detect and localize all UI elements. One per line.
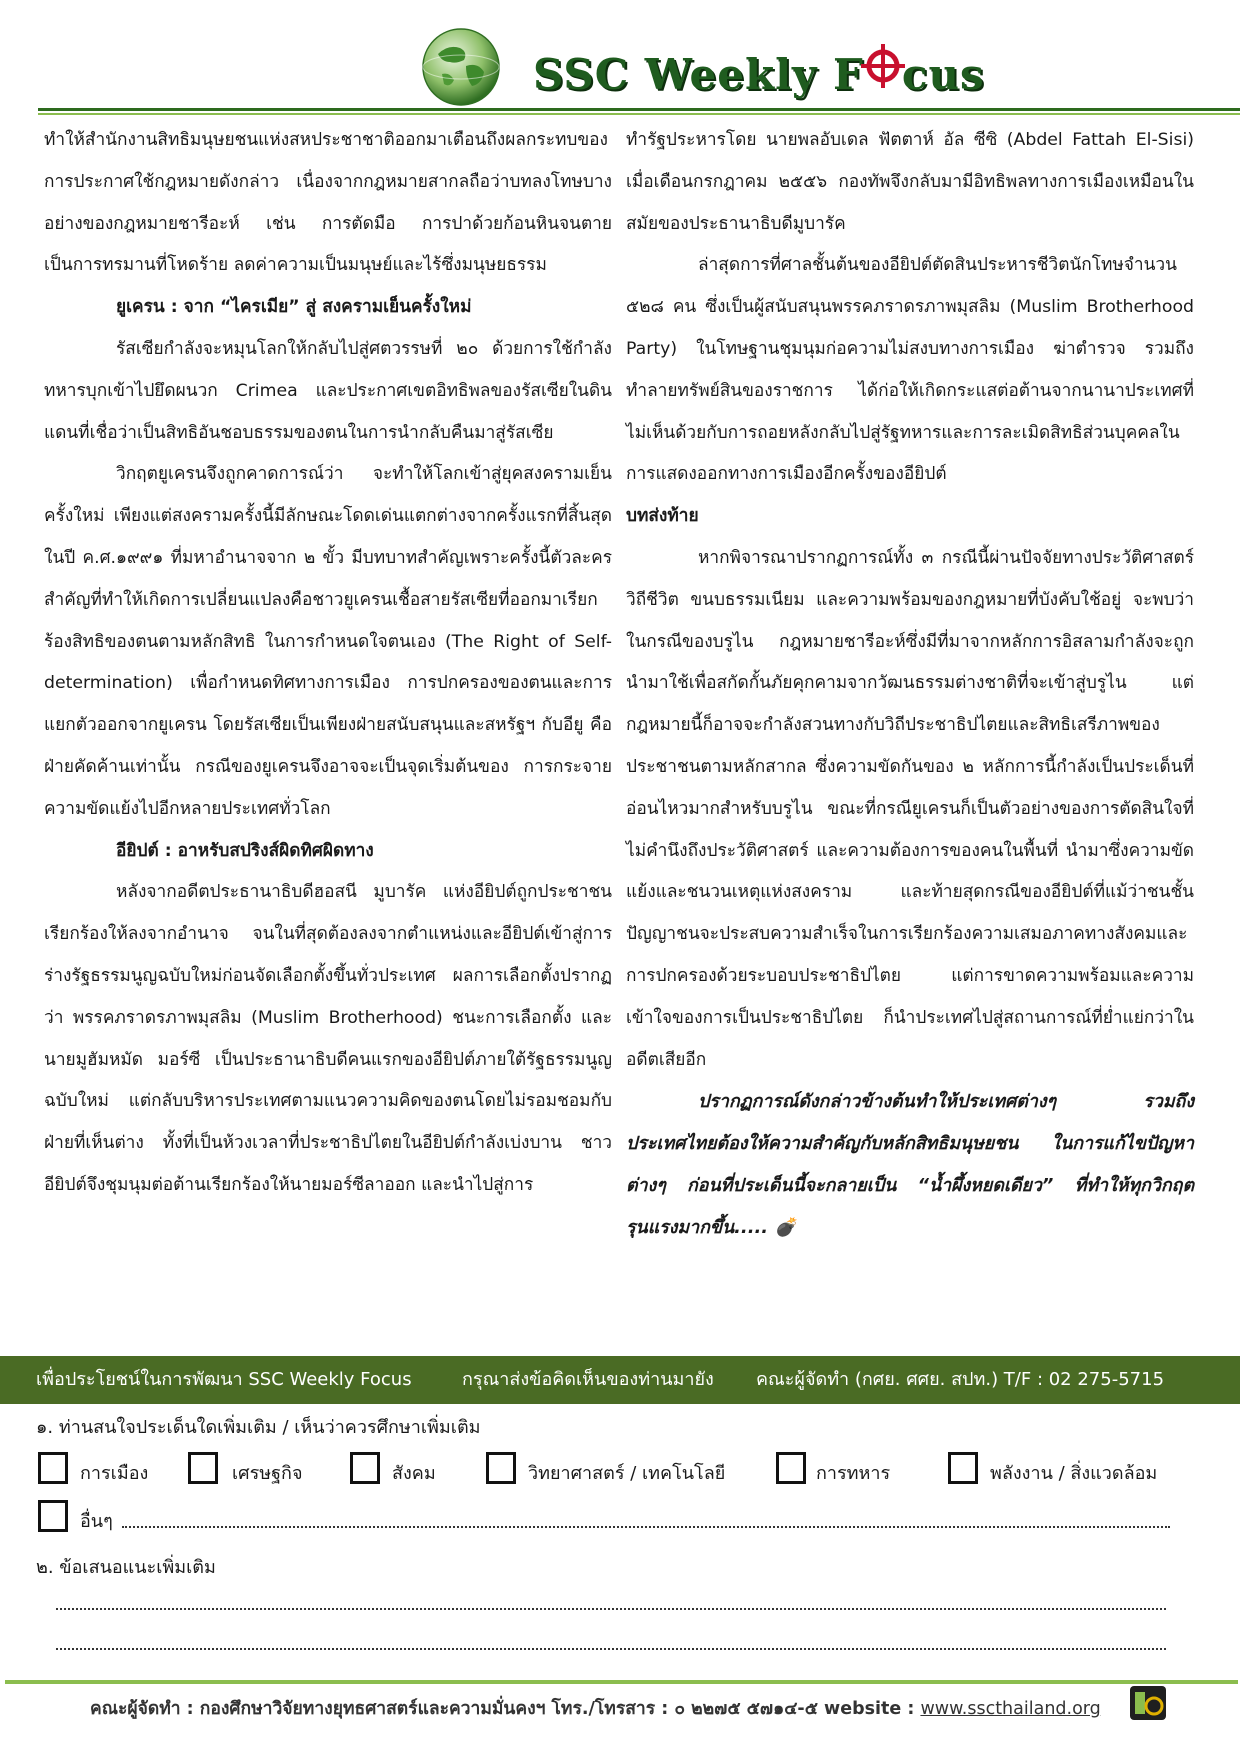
checkbox-label: เศรษฐกิจ	[232, 1463, 303, 1484]
paragraph: ทำรัฐประหารโดย นายพลอับเดล ฟัตตาห์ อัล ซีซิ (Abdel Fattah El-Sisi) เมื่อเดือนกรกฎาคม ๒๕๕๖ กองทัพจึงกลับมามีอิทธิพลทางการเมืองเหมือนในสมัยของประธานาธิบดีมูบารัค	[626, 130, 1194, 234]
question-1: ๑. ท่านสนใจประเด็นใดเพิ่มเติม / เห็นว่าควรศึกษาเพิ่มเติม	[36, 1417, 481, 1438]
paragraph: ทำให้สำนักงานสิทธิมนุษยชนแห่งสหประชาชาติออกมาเตือนถึงผลกระทบของการประกาศใช้กฎหมายดังกล่าว เนื่องจากกฎหมายสากลถือว่าบทลงโทษบางอย่างของกฎหมายชารีอะห์ เช่น การตัดมือ การปาด้วยก้อนหินจนตาย เป็นการทรมานที่โหดร้าย ลดค่าความเป็นมนุษย์และไร้ซึ่งมนุษยธรรม	[44, 130, 612, 276]
masthead-title-left: SSC Weekly F	[533, 50, 864, 99]
checkbox-label: สังคม	[392, 1463, 436, 1484]
band-left-text: เพื่อประโยชน์ในการพัฒนา SSC Weekly Focus	[36, 1369, 412, 1390]
footer	[90, 1694, 1101, 1722]
band-mid-text: กรุณาส่งข้อคิดเห็นของท่านมายัง	[462, 1369, 714, 1390]
checkbox-military[interactable]	[776, 1452, 806, 1484]
paragraph: รัสเซียกำลังจะหมุนโลกให้กลับไปสู่ศตวรรษที่ ๒๐ ด้วยการใช้กำลังทหารบุกเข้าไปยึดผนวก Crimea และประกาศเขตอิทธิพลของรัสเซียในดินแดนที่เชื่อว่าเป็นสิทธิอันชอบธรรมของตนในการนำกลับคืนมาสู่รัสเซีย	[44, 338, 612, 443]
checkbox-energy-environment[interactable]	[948, 1452, 978, 1484]
feedback-band	[0, 1356, 1240, 1404]
masthead-title-right: cus	[901, 50, 985, 99]
checkbox-other[interactable]	[38, 1500, 68, 1532]
checkbox-label: วิทยาศาสตร์ / เทคโนโลยี	[528, 1463, 726, 1484]
question-2: ๒. ข้อเสนอแนะเพิ่มเติม	[36, 1557, 216, 1578]
footer-text: คณะผู้จัดทำ : กองศึกษาวิจัยทางยุทธศาสตร์และความมั่นคงฯ โทร./โทรสาร : ๐ ๒๒๗๕ ๕๗๑๔-๕ website :	[90, 1699, 921, 1719]
checkbox-politics[interactable]	[38, 1452, 68, 1484]
globe-logo-icon	[420, 26, 502, 108]
section-heading-conclusion: บทส่งท้าย	[626, 506, 699, 527]
header-rule-light	[38, 113, 1240, 115]
suggestion-line-1[interactable]	[56, 1608, 1166, 1610]
paragraph: ล่าสุดการที่ศาลชั้นต้นของอียิปต์ตัดสินประหารชีวิตนักโทษจำนวน ๕๒๘ คน ซึ่งเป็นผู้สนับสนุนพรรคภราดรภาพมุสลิม (Muslim Brotherhood Party) ในโทษฐานชุมนุมก่อความไม่สงบทางการเมือง ฆ่าตำรวจ รวมถึงทำลายทรัพย์สินของราชการ ได้ก่อให้เกิดกระแสต่อต้านจากนานาประเทศที่ไม่เห็นด้วยกับการถอยหลังกลับไปสู่รัฐทหารและการละเมิดสิทธิส่วนบุคคลในการแสดงออกทางการเมืองอีกครั้งของอียิปต์	[626, 255, 1194, 485]
header	[0, 0, 1240, 118]
checkbox-economy[interactable]	[188, 1452, 218, 1484]
section-heading-ukraine: ยูเครน : จาก “ไครเมีย” สู่ สงครามเย็นครั้งใหม่	[116, 297, 472, 318]
conclusion-paragraph	[626, 1081, 1194, 1248]
checkbox-label: อื่นๆ	[80, 1511, 113, 1532]
paragraph: หากพิจารณาปรากฏการณ์ทั้ง ๓ กรณีนี้ผ่านปัจจัยทางประวัติศาสตร์ วิถีชีวิต ขนบธรรมเนียม และความพร้อมของกฎหมายที่บังคับใช้อยู่ จะพบว่าในกรณีของบรูไน กฎหมายชารีอะห์ซึ่งมีที่มาจากหลักการอิสลามกำลังจะถูกนำมาใช้เพื่อสกัดกั้นภัยคุกคามจากวัฒนธรรมต่างชาติที่จะเข้าสู่บรูไน แต่กฎหมายนี้ก็อาจจะกำลังสวนทางกับวิถีประชาธิปไตยและสิทธิเสรีภาพของประชาชนตามหลักสากล ซึ่งความขัดกันของ ๒ หลักการนี้กำลังเป็นประเด็นที่อ่อนไหวมากสำหรับบรูไน ขณะที่กรณียูเครนก็เป็นตัวอย่างของการตัดสินใจที่ไม่คำนึงถึงประวัติศาสตร์ และความต้องการของคนในพื้นที่ นำมาซึ่งความขัดแย้งและชนวนเหตุแห่งสงคราม และท้ายสุดกรณีของอียิปต์ที่แม้ว่าชนชั้นปัญญาชนจะประสบความสำเร็จในการเรียกร้องความเสมอภาคทางสังคมและการปกครองด้วยระบอบประชาธิปไตย แต่การขาดความพร้อมและความเข้าใจของการเป็นประชาธิปไตย ก็นำประเทศไปสู่สถานการณ์ที่ย่ำแย่กว่าในอดีตเสียอีก	[626, 547, 1194, 1070]
checkbox-science-technology[interactable]	[486, 1452, 516, 1484]
header-rule	[38, 108, 1240, 111]
section-heading-egypt: อียิปต์ : อาหรับสปริงส์ผิดทิศผิดทาง	[116, 840, 374, 861]
left-column	[44, 120, 612, 1207]
checkbox-label: การเมือง	[80, 1463, 149, 1484]
bomb-icon: 💣	[774, 1216, 797, 1238]
checkbox-society[interactable]	[350, 1452, 380, 1484]
right-column	[626, 120, 1194, 1249]
footer-rule	[5, 1680, 1238, 1684]
checkbox-label: การทหาร	[816, 1463, 891, 1484]
masthead-title	[533, 50, 985, 99]
organization-logo-icon	[1128, 1684, 1168, 1722]
conclusion-text: ปรากฏการณ์ดังกล่าวข้างต้นทำให้ประเทศต่างๆ รวมถึงประเทศไทยต้องให้ความสำคัญกับหลักสิทธิมนุษยชน ในการแก้ไขปัญหาต่างๆ ก่อนที่ประเด็นนี้จะกลายเป็น “น้ำผึ้งหยดเดียว” ที่ทำให้ทุกวิกฤตรุนแรงมากขึ้น.....	[626, 1091, 1194, 1238]
other-input-line[interactable]	[122, 1526, 1170, 1528]
checkbox-label: พลังงาน / สิ่งแวดล้อม	[990, 1463, 1158, 1484]
paragraph: วิกฤตยูเครนจึงถูกคาดการณ์ว่า จะทำให้โลกเข้าสู่ยุคสงครามเย็นครั้งใหม่ เพียงแต่สงครามครั้งนี้มีลักษณะโดดเด่นแตกต่างจากครั้งแรกที่สิ้นสุดในปี ค.ศ.๑๙๙๑ ที่มหาอำนาจจาก ๒ ขั้ว มีบทบาทสำคัญเพราะครั้งนี้ตัวละครสำคัญที่ทำให้เกิดการเปลี่ยนแปลงคือชาวยูเครนเชื้อสายรัสเซียที่ออกมาเรียกร้องสิทธิของตนตามหลักสิทธิ ในการกำหนดใจตนเอง (The Right of Self-determination) เพื่อกำหนดทิศทางการเมือง การปกครองของตนและการแยกตัวออกจากยูเครน โดยรัสเซียเป็นเพียงฝ่ายสนับสนุนและสหรัฐฯ กับอียู คือ ฝ่ายคัดค้านเท่านั้น กรณีของยูเครนจึงอาจจะเป็นจุดเริ่มต้นของ การกระจายความขัดแย้งไปอีกหลายประเทศทั่วโลก	[44, 464, 612, 819]
band-right-text: คณะผู้จัดทำ (กศย. ศศย. สปท.) T/F : 02 275-5715	[756, 1369, 1165, 1390]
paragraph: หลังจากอดีตประธานาธิบดีฮอสนี มูบารัค แห่งอียิปต์ถูกประชาชนเรียกร้องให้ลงจากอำนาจ จนในที่สุดต้องลงจากตำแหน่งและอียิปต์เข้าสู่การร่างรัฐธรรมนูญฉบับใหม่ก่อนจัดเลือกตั้งขึ้นทั่วประเทศ ผลการเลือกตั้งปรากฏว่า พรรคภราดรภาพมุสลิม (Muslim Brotherhood) ชนะการเลือกตั้ง และนายมูฮัมหมัด มอร์ซี เป็นประธานาธิบดีคนแรกของอียิปต์ภายใต้รัฐธรรมนูญฉบับใหม่ แต่กลับบริหารประเทศตามแนวความคิดของตนโดยไม่รอมชอมกับฝ่ายที่เห็นต่าง ทั้งที่เป็นห้วงเวลาที่ประชาธิปไตยในอียิปต์กำลังเบ่งบาน ชาวอียิปต์จึงชุมนุมต่อต้านเรียกร้องให้นายมอร์ซีลาออก และนำไปสู่การ	[44, 882, 612, 1195]
crosshair-o-icon	[864, 50, 902, 99]
website-link[interactable]: www.sscthailand.org	[920, 1699, 1101, 1719]
suggestion-line-2[interactable]	[56, 1648, 1166, 1650]
